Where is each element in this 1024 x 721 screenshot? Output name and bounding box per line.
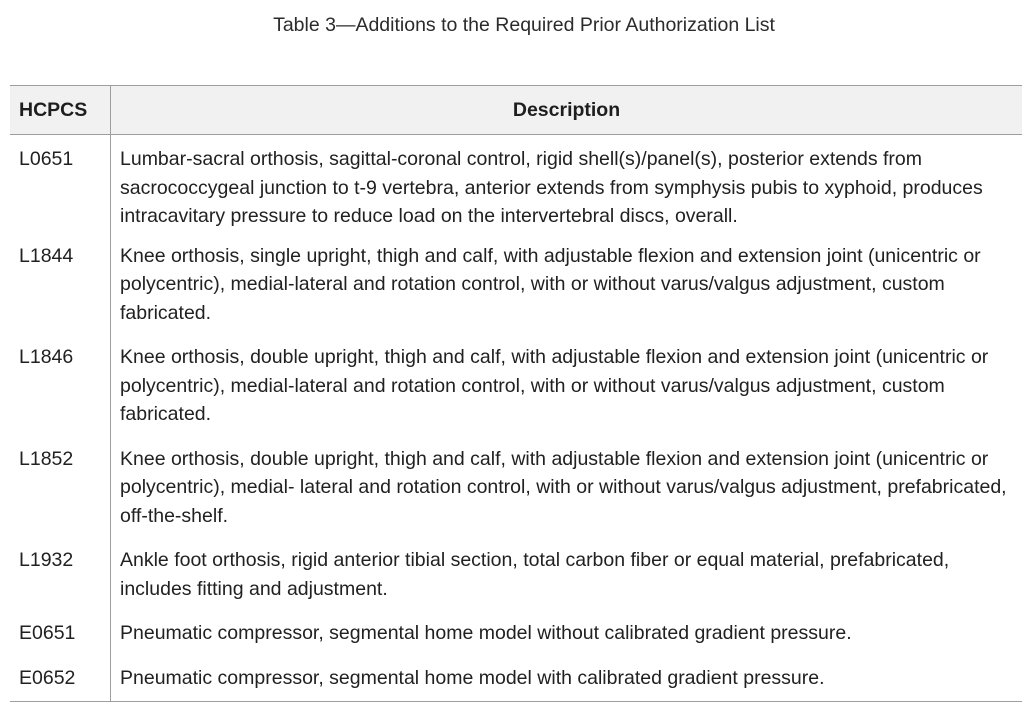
code-description: Ankle foot orthosis, rigid anterior tibial section, total carbon fiber or equal material, prefabricated, includes fitting and adjustment.: [111, 537, 1023, 610]
code-description: Pneumatic compressor, segmental home model with calibrated gradient pressure.: [111, 655, 1023, 702]
code-description: Knee orthosis, double upright, thigh and calf, with adjustable flexion and extension joint (unicentric or polycentric), medial- lateral and rotation control, with or without varus/valgus adjustment, prefabricated, off-the-shelf.: [111, 436, 1023, 538]
header-row: [10, 86, 1022, 135]
table-row: [10, 135, 1022, 233]
prior-authorization-table: [10, 85, 1022, 702]
table-body: [10, 135, 1022, 702]
code-description: Pneumatic compressor, segmental home model without calibrated gradient pressure.: [111, 610, 1023, 655]
table-header: [10, 86, 1022, 135]
table-caption: Table 3—Additions to the Required Prior Authorization List: [273, 14, 775, 36]
hcpcs-code: E0652: [10, 655, 111, 702]
table-row: [10, 436, 1022, 538]
code-description: Knee orthosis, double upright, thigh and calf, with adjustable flexion and extension joint (unicentric or polycentric), medial-lateral and rotation control, with or without varus/valgus adjustment, custom fabricated.: [111, 334, 1023, 436]
hcpcs-code: L1846: [19, 346, 74, 368]
hcpcs-code: L1932: [19, 549, 74, 571]
table-row: [10, 610, 1022, 655]
table-row: [10, 655, 1022, 702]
hcpcs-code: E0651: [19, 622, 76, 644]
column-header-description: Description: [111, 86, 1023, 135]
hcpcs-code: L0651: [19, 148, 74, 170]
table-row: [10, 233, 1022, 335]
hcpcs-code: L1852: [19, 447, 74, 470]
code-description: Lumbar-sacral orthosis, sagittal-coronal control, rigid shell(s)/panel(s), posterior extends from sacrococcygeal junction to t-9 vertebra, anterior extends from symphysis pubis to xyphoid, produces intracavitary pressure to reduce load on the intervertebral discs, overall.: [111, 135, 1023, 233]
table-row: [10, 537, 1022, 610]
hcpcs-code: L1844: [19, 244, 74, 267]
column-header-hcpcs: HCPCS: [10, 86, 111, 135]
code-description: Knee orthosis, single upright, thigh and calf, with adjustable flexion and extension joint (unicentric or polycentric), medial-lateral and rotation control, with or without varus/valgus adjustment, custom fabricated.: [111, 233, 1023, 335]
table-row: [10, 334, 1022, 436]
